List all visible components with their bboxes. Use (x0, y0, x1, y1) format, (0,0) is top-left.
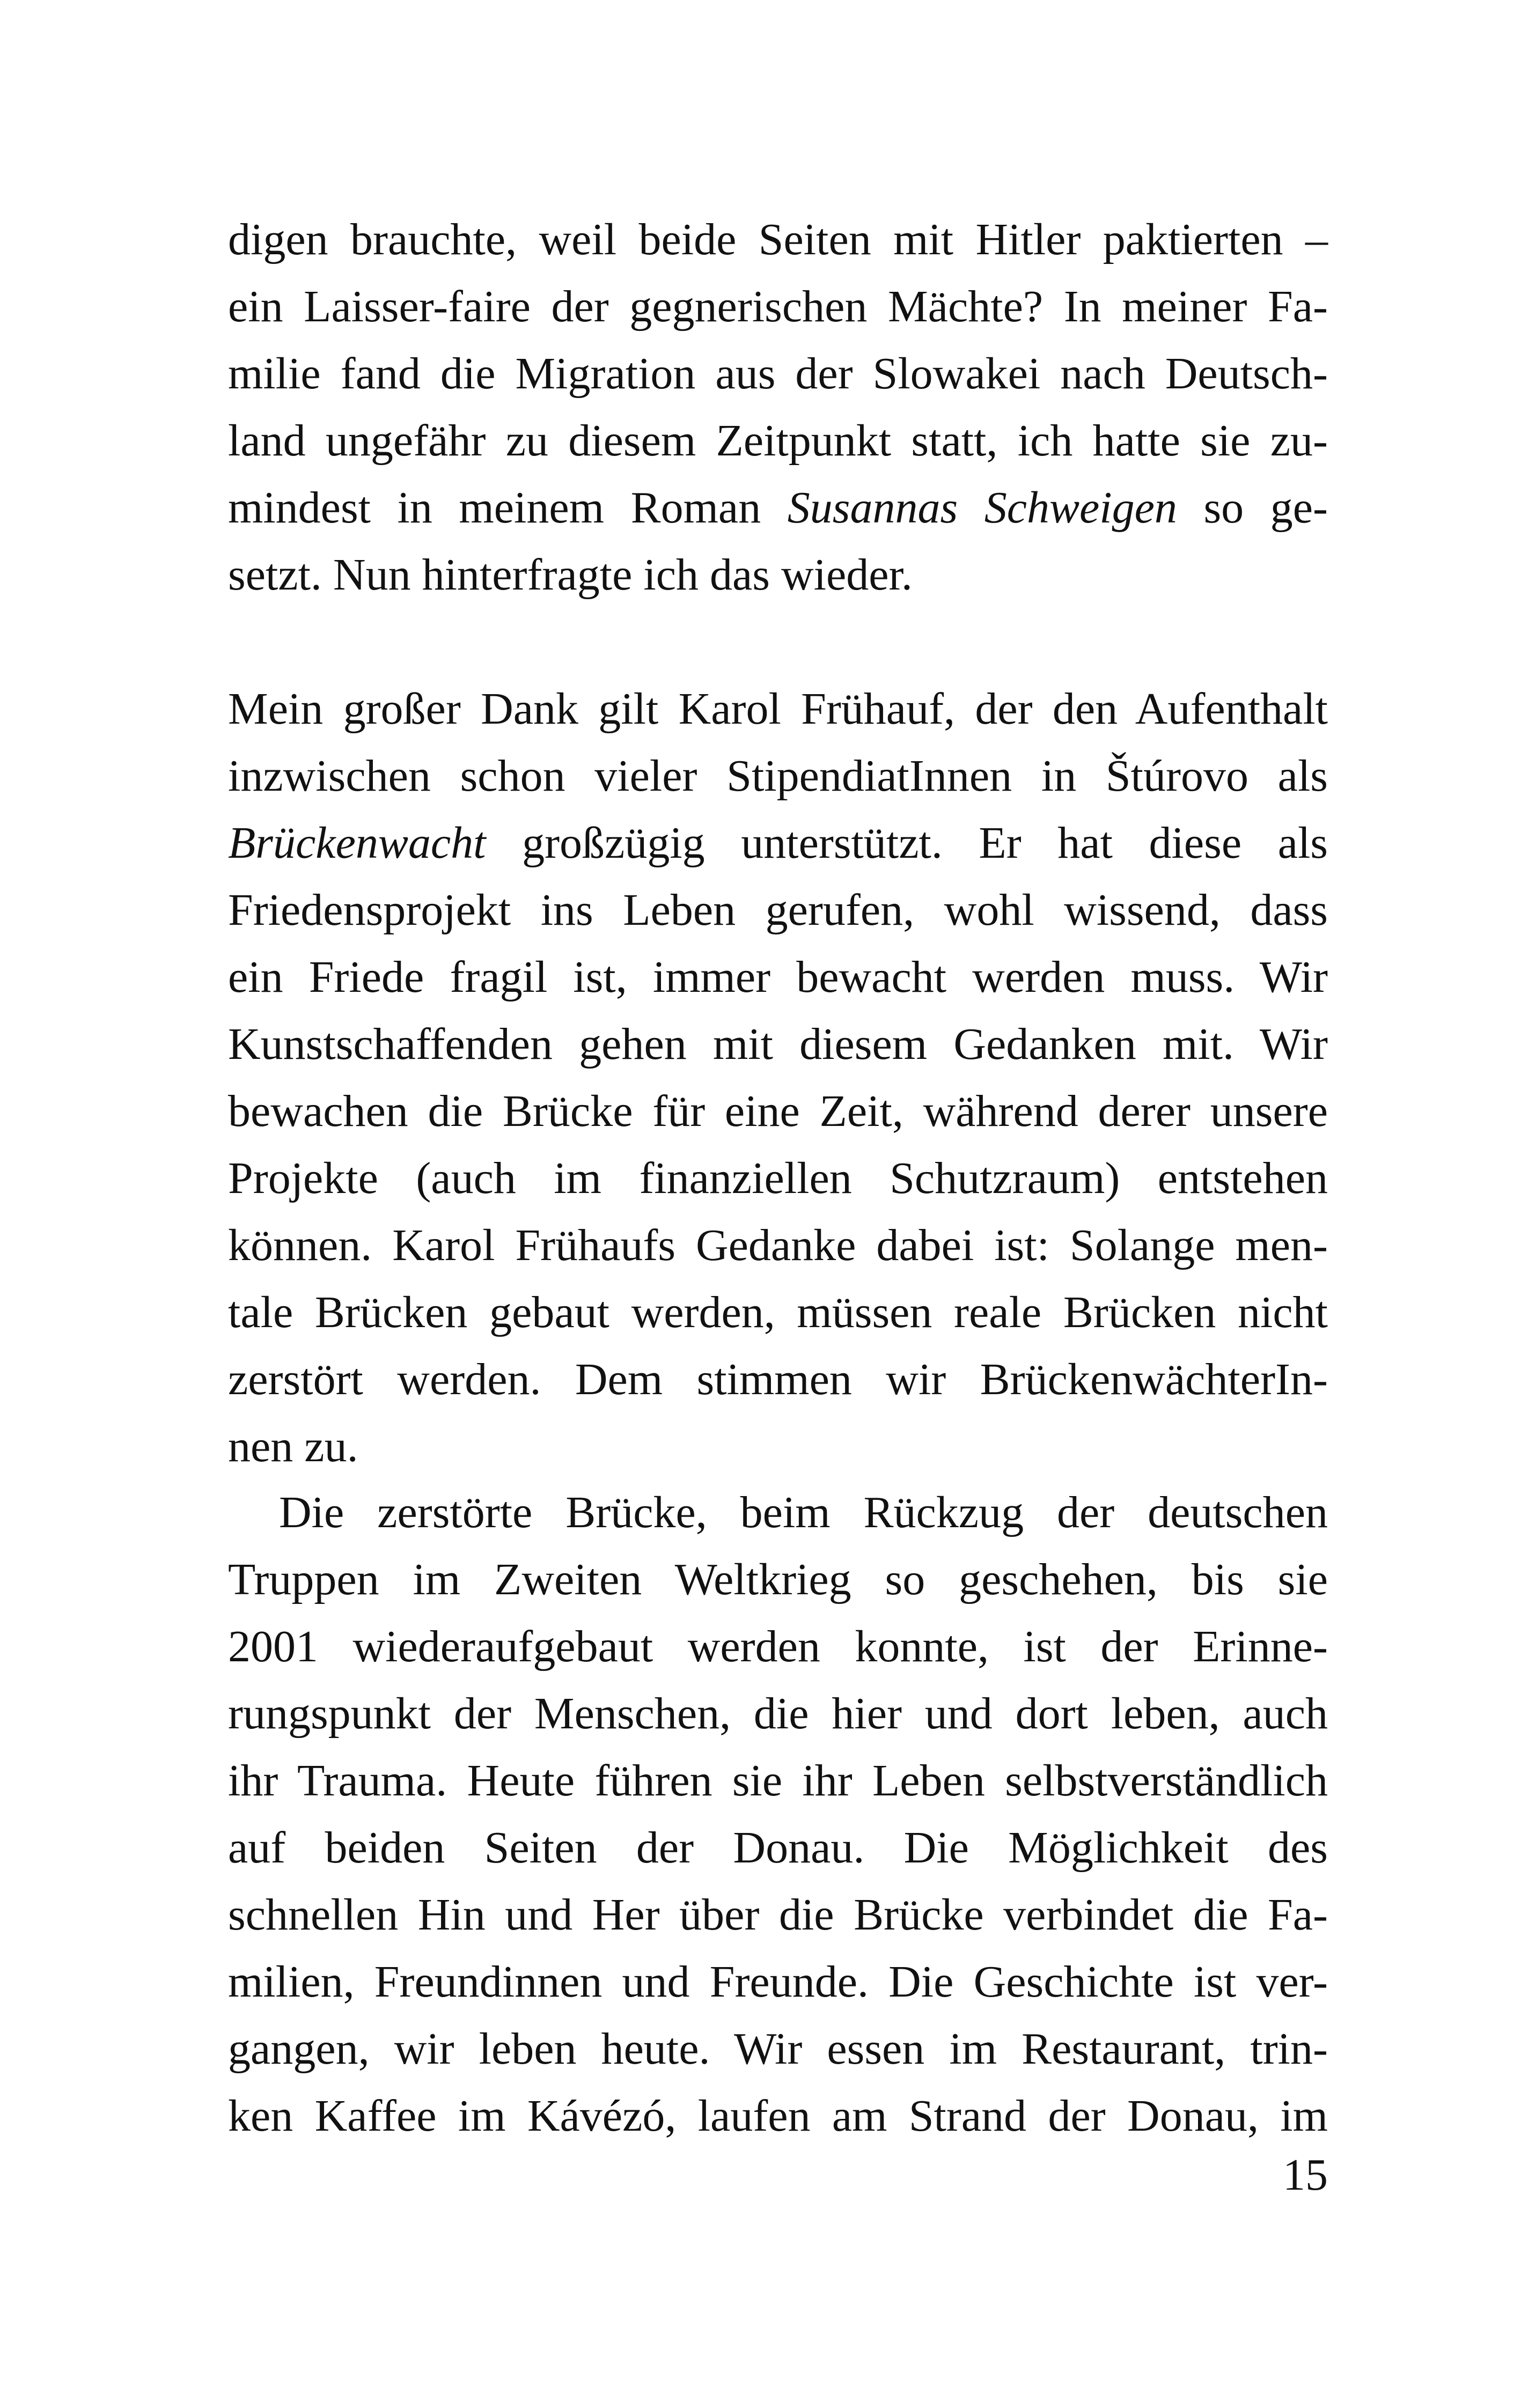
text-line (228, 809, 1328, 877)
page-number: 15 (1283, 2150, 1328, 2200)
text-line: ihr Trauma. Heute führen sie ihr Leben selbstverständlich (228, 1756, 1328, 1806)
text-line: rungspunkt der Menschen, die hier und dort leben, auch (228, 1689, 1328, 1739)
text-line: setzt. Nun hinterfragte ich das wieder. (228, 550, 913, 600)
text-line: können. Karol Frühaufs Gedanke dabei ist: Solange men- (228, 1220, 1328, 1270)
text-line: ein Laisser-faire der gegnerischen Mächte? In meiner Fa- (228, 282, 1328, 332)
text-line: Friedensprojekt ins Leben gerufen, wohl wissend, dass (228, 885, 1328, 935)
text-line: digen brauchte, weil beide Seiten mit Hitler paktierten – (228, 215, 1328, 264)
text-line: Truppen im Zweiten Weltkrieg so geschehen, bis sie (228, 1555, 1328, 1604)
text-line: Die zerstörte Brücke, beim Rückzug der deutschen (279, 1487, 1328, 1537)
text-line (228, 474, 1328, 541)
text-segment: großzügig unterstützt. Er hat diese als (486, 818, 1328, 868)
text-line: nen zu. (228, 1422, 358, 1471)
text-line: Mein großer Dank gilt Karol Frühauf, der den Aufenthalt (228, 684, 1328, 734)
text-line: milien, Freundinnen und Freunde. Die Geschichte ist ver- (228, 1957, 1328, 2007)
text-line: auf beiden Seiten der Donau. Die Möglichkeit des (228, 1823, 1328, 1873)
text-line: land ungefähr zu diesem Zeitpunkt statt, ich hatte sie zu- (228, 416, 1328, 466)
text-line: schnellen Hin und Her über die Brücke verbindet die Fa- (228, 1890, 1328, 1940)
paragraph-acknowledgement (228, 675, 1328, 1480)
text-segment: so ge- (1177, 483, 1328, 533)
text-line: bewachen die Brücke für eine Zeit, während derer unsere (228, 1086, 1328, 1136)
text-line: ken Kaffee im Kávézó, laufen am Strand der Donau, im (228, 2091, 1328, 2141)
text-line: Kunstschaffenden gehen mit diesem Gedanken mit. Wir (228, 1019, 1328, 1069)
text-line: gangen, wir leben heute. Wir essen im Restaurant, trin- (228, 2024, 1328, 2074)
text-line: milie fand die Migration aus der Slowakei nach Deutsch- (228, 349, 1328, 399)
text-line: zerstört werden. Dem stimmen wir BrückenwächterIn- (228, 1354, 1328, 1404)
paragraph-bridge (228, 1479, 1328, 2149)
paragraph-continued (228, 206, 1328, 608)
text-line: inzwischen schon vieler StipendiatInnen in Štúrovo als (228, 751, 1328, 801)
text-line: tale Brücken gebaut werden, müssen reale Brücken nicht (228, 1287, 1328, 1337)
novel-title: Susannas Schweigen (787, 483, 1177, 533)
project-name: Brückenwacht (228, 818, 486, 868)
text-segment: mindest in meinem Roman (228, 483, 788, 533)
text-line: Projekte (auch im finanziellen Schutzraum) entstehen (228, 1153, 1328, 1203)
text-line: ein Friede fragil ist, immer bewacht werden muss. Wir (228, 952, 1328, 1002)
text-line: 2001 wiederaufgebaut werden konnte, ist der Erinne- (228, 1622, 1328, 1671)
